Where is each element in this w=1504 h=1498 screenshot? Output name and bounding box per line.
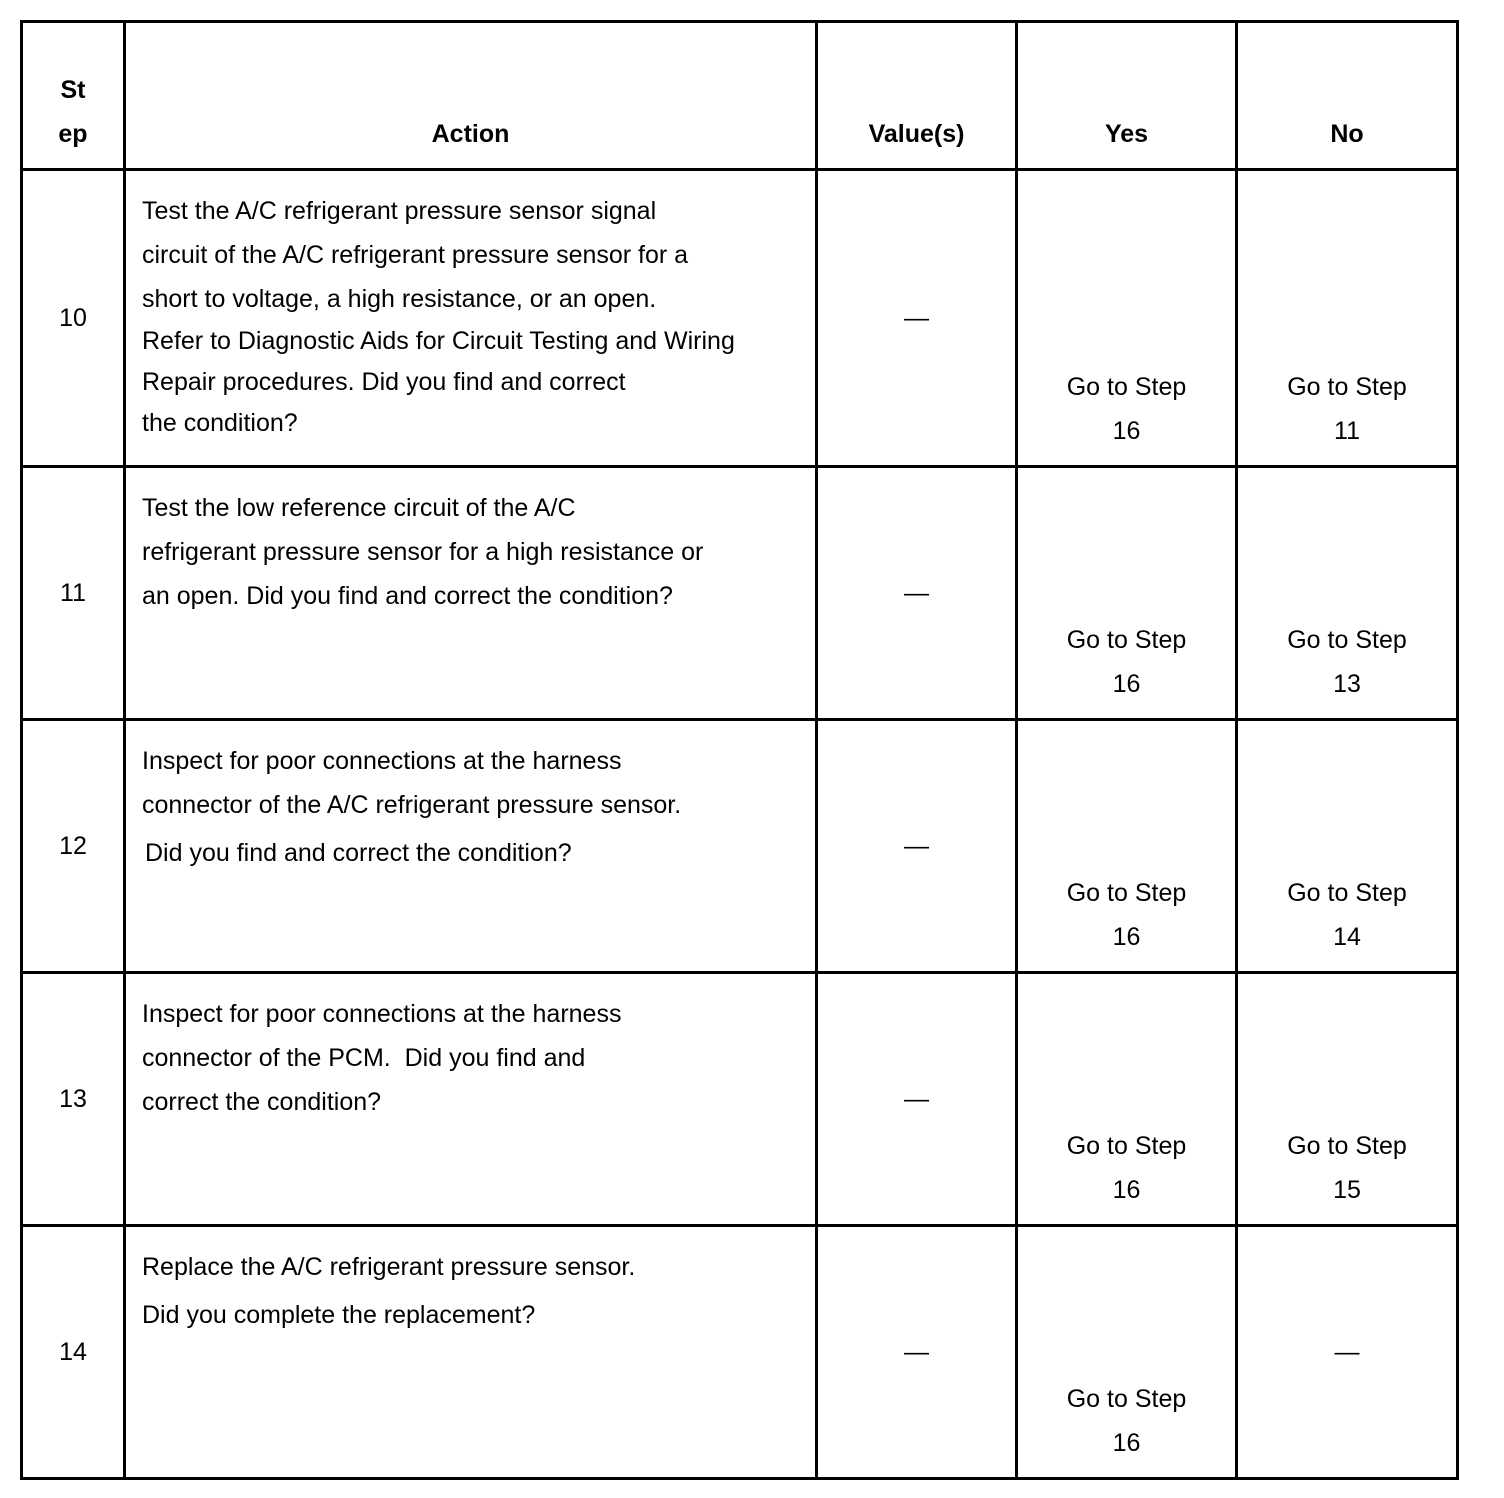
no-cell bbox=[1237, 467, 1458, 720]
no-goto-step: 13 bbox=[1333, 670, 1361, 698]
no-goto-label: Go to Step bbox=[1287, 879, 1407, 907]
yes-cell bbox=[1017, 170, 1237, 467]
action-line: Did you find and correct the condition? bbox=[145, 839, 572, 867]
action-text bbox=[125, 973, 817, 1226]
yes-goto-step: 16 bbox=[1112, 1176, 1141, 1204]
value-cell: — bbox=[817, 720, 1017, 973]
value-cell: — bbox=[817, 467, 1017, 720]
step-number: 12 bbox=[22, 720, 125, 973]
action-line: circuit of the A/C refrigerant pressure sensor for a bbox=[142, 241, 689, 269]
no-goto-label: Go to Step bbox=[1287, 1132, 1407, 1160]
table-row bbox=[22, 170, 1458, 467]
header-yes: Yes bbox=[1017, 22, 1237, 170]
yes-goto-label: Go to Step bbox=[1066, 1385, 1187, 1413]
step-number: 11 bbox=[22, 467, 125, 720]
no-goto-label: Go to Step bbox=[1287, 626, 1407, 654]
action-line: Inspect for poor connections at the harness bbox=[142, 747, 622, 775]
header-step-line1: St bbox=[60, 76, 86, 104]
header-values: Value(s) bbox=[817, 22, 1017, 170]
yes-goto-label: Go to Step bbox=[1066, 879, 1187, 907]
step-number: 13 bbox=[22, 973, 125, 1226]
header-no: No bbox=[1237, 22, 1458, 170]
action-line: connector of the PCM. Did you find and bbox=[142, 1044, 586, 1072]
action-line: Inspect for poor connections at the harness bbox=[142, 1000, 622, 1028]
action-line: Test the low reference circuit of the A/C bbox=[142, 494, 576, 522]
action-line: connector of the A/C refrigerant pressure sensor. bbox=[142, 791, 682, 819]
step-number: 10 bbox=[22, 170, 125, 467]
yes-cell bbox=[1017, 1226, 1237, 1479]
value-cell: — bbox=[817, 1226, 1017, 1479]
header-action: Action bbox=[125, 22, 817, 170]
table-header-row bbox=[22, 22, 1458, 170]
no-cell bbox=[1237, 170, 1458, 467]
step-number: 14 bbox=[22, 1226, 125, 1479]
no-goto-step: 14 bbox=[1333, 923, 1361, 951]
header-step bbox=[22, 22, 125, 170]
action-text bbox=[125, 170, 817, 467]
yes-goto-label: Go to Step bbox=[1066, 1132, 1187, 1160]
action-line: Repair procedures. Did you find and correct bbox=[142, 368, 626, 396]
table-row bbox=[22, 720, 1458, 973]
no-cell bbox=[1237, 973, 1458, 1226]
action-text bbox=[125, 720, 817, 973]
action-text bbox=[125, 1226, 817, 1479]
yes-goto-step: 16 bbox=[1112, 417, 1141, 445]
value-cell: — bbox=[817, 170, 1017, 467]
table-row bbox=[22, 973, 1458, 1226]
value-cell: — bbox=[817, 973, 1017, 1226]
action-line: Replace the A/C refrigerant pressure sensor. bbox=[142, 1253, 636, 1281]
yes-goto-step: 16 bbox=[1112, 670, 1141, 698]
yes-goto-label: Go to Step bbox=[1066, 373, 1187, 401]
action-line: the condition? bbox=[142, 409, 298, 437]
no-cell bbox=[1237, 720, 1458, 973]
yes-cell bbox=[1017, 973, 1237, 1226]
action-line: Did you complete the replacement? bbox=[142, 1301, 536, 1329]
action-line: correct the condition? bbox=[142, 1088, 382, 1116]
table-row bbox=[22, 1226, 1458, 1479]
yes-goto-step: 16 bbox=[1112, 1429, 1141, 1457]
header-step-line2: ep bbox=[58, 120, 88, 148]
no-cell: — bbox=[1237, 1226, 1458, 1479]
action-line: refrigerant pressure sensor for a high resistance or bbox=[142, 538, 704, 566]
action-text bbox=[125, 467, 817, 720]
table-row bbox=[22, 467, 1458, 720]
action-line: Test the A/C refrigerant pressure sensor signal bbox=[142, 197, 657, 225]
diagnostic-steps-table bbox=[20, 20, 1459, 1480]
no-goto-step: 11 bbox=[1334, 417, 1360, 445]
action-line: Refer to Diagnostic Aids for Circuit Testing and Wiring bbox=[142, 327, 735, 355]
yes-cell bbox=[1017, 720, 1237, 973]
action-line: an open. Did you find and correct the condition? bbox=[142, 582, 673, 610]
no-goto-step: 15 bbox=[1333, 1176, 1361, 1204]
no-goto-label: Go to Step bbox=[1287, 373, 1407, 401]
yes-goto-step: 16 bbox=[1112, 923, 1141, 951]
yes-goto-label: Go to Step bbox=[1066, 626, 1187, 654]
yes-cell bbox=[1017, 467, 1237, 720]
action-line: short to voltage, a high resistance, or an open. bbox=[142, 285, 657, 313]
